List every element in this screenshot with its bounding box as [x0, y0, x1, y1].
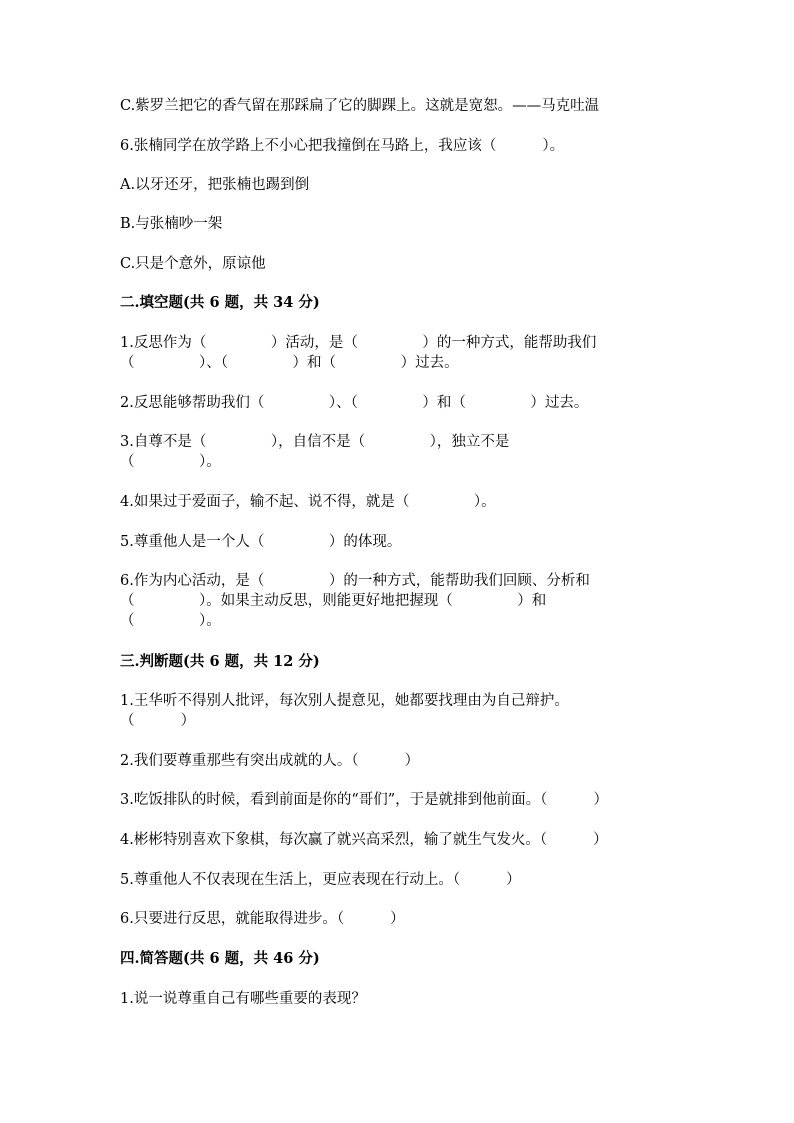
fill-q3-line2: （ ）。 [120, 454, 221, 470]
fill-q1-line1: 1.反思作为（ ）活动，是（ ）的一种方式，能帮助我们 [120, 335, 597, 351]
fill-q2: 2.反思能够帮助我们（ ）、（ ）和（ ）过去。 [120, 395, 589, 411]
option-a: A.以牙还牙，把张楠也踢到倒 [120, 177, 310, 193]
option-c: C.只是个意外，原谅他 [120, 256, 266, 272]
judge-q6: 6.只要进行反思，就能取得进步。（ ） [120, 911, 405, 927]
judge-q1-line2: （ ） [120, 713, 196, 729]
judge-q4: 4.彬彬特别喜欢下象棋，每次赢了就兴高采烈，输了就生气发火。（ ） [120, 832, 608, 848]
fill-q6-line2: （ ）。如果主动反思，则能更好地把握现（ ）和 [120, 593, 547, 609]
section-fill-in-heading: 二.填空题(共 6 题，共 34 分) [120, 294, 320, 311]
fill-q6-line1: 6.作为内心活动，是（ ）的一种方式，能帮助我们回顾、分析和 [120, 573, 590, 589]
fill-q4: 4.如果过于爱面子，输不起、说不得，就是（ ）。 [120, 494, 496, 510]
section-judgement-heading: 三.判断题(共 6 题，共 12 分) [120, 653, 320, 670]
judge-q5: 5.尊重他人不仅表现在生活上，更应表现在行动上。（ ） [120, 872, 521, 888]
judge-q3: 3.吃饭排队的时候，看到前面是你的“哥们”，于是就排到他前面。（ ） [120, 792, 608, 808]
fill-q6-line3: （ ）。 [120, 613, 221, 629]
fill-q3-line1: 3.自尊不是（ ），自信不是（ ），独立不是 [120, 434, 510, 450]
option-b: B.与张楠吵一架 [120, 216, 223, 232]
section-short-answer-heading: 四.简答题(共 6 题，共 46 分) [120, 950, 320, 967]
fill-q1-line2: （ ）、（ ）和（ ）过去。 [120, 355, 459, 371]
short-answer-q1: 1.说一说尊重自己有哪些重要的表现？ [120, 991, 366, 1007]
question-6-stem: 6.张楠同学在放学路上不小心把我撞倒在马路上，我应该（ ）。 [120, 138, 565, 154]
option-c-forgiveness-quote: C.紫罗兰把它的香气留在那踩扁了它的脚踝上。这就是宽恕。——马克吐温 [120, 98, 600, 114]
judge-q1-line1: 1.王华听不得别人批评，每次别人提意见，她都要找理由为自己辩护。 [120, 693, 569, 709]
judge-q2: 2.我们要尊重那些有突出成就的人。（ ） [120, 753, 420, 769]
fill-q5: 5.尊重他人是一个人（ ）的体现。 [120, 534, 402, 550]
